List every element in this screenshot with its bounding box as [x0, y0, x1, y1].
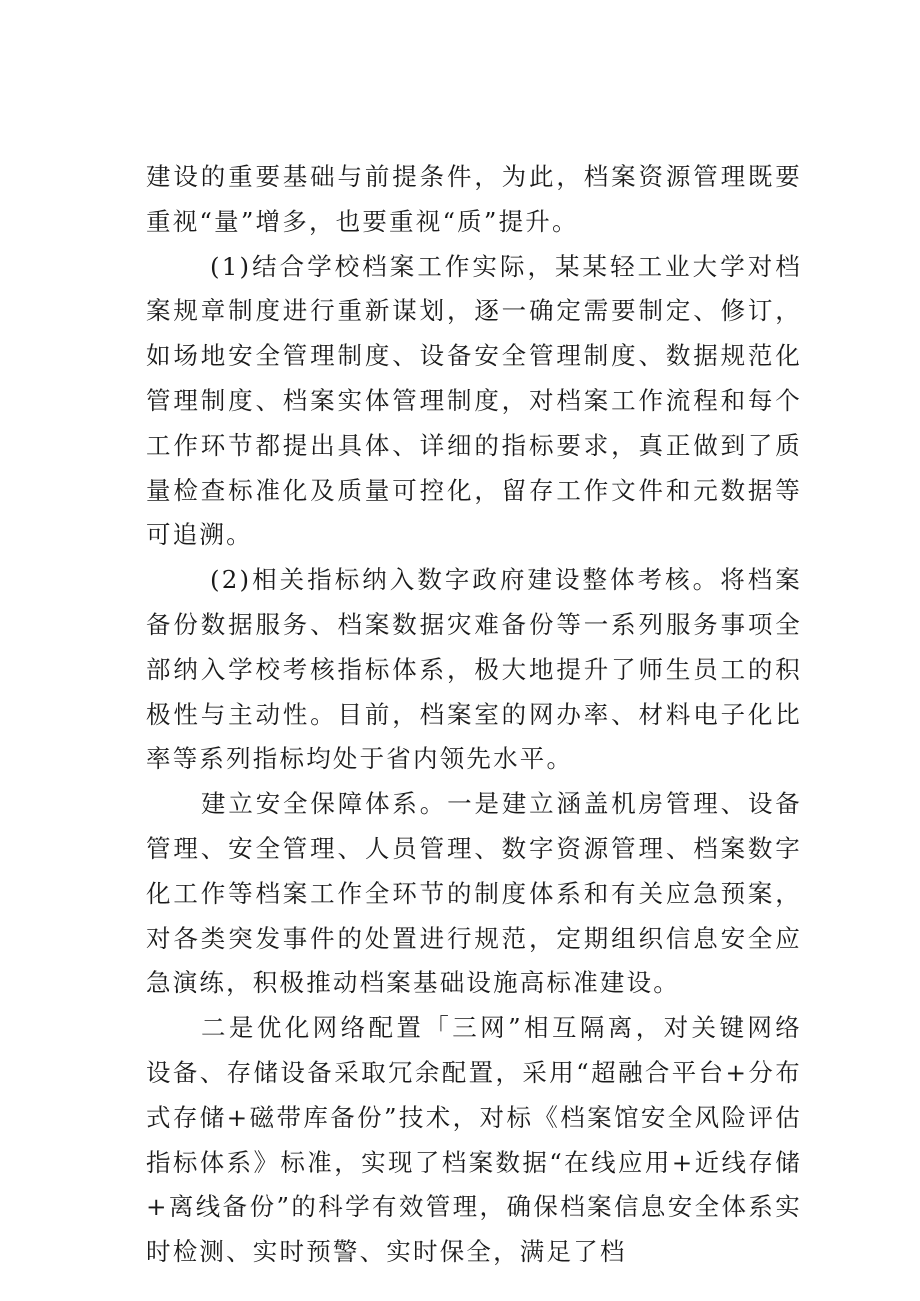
- paragraph-network-config: 二是优化网络配置「三网”相互隔离，对关键网络设备、存储设备采取冗余配置，采用“超融合平台+分布式存储+磁带库备份”技术，对标《档案馆安全风险评估指标体系》标准，实现了档案数据“在线应用+近线存储+离线备份”的科学有效管理，确保档案信息安全体系实时检测、实时预警、实时保全，满足了档: [146, 1013, 802, 1267]
- paragraph-item-1: (1)结合学校档案工作实际，某某轻工业大学对档案规章制度进行重新谋划，逐一确定需要制定、修订，如场地安全管理制度、设备安全管理制度、数据规范化管理制度、档案实体管理制度，对档案工作流程和每个工作环节都提出具体、详细的指标要求，真正做到了质量检查标准化及质量可控化，留存工作文件和元数据等可追溯。: [146, 251, 802, 550]
- paragraph-continuation: 建设的重要基础与前提条件，为此，档案资源管理既要重视“量”增多，也要重视“质”提升。: [146, 162, 802, 236]
- paragraph-security-system: 建立安全保障体系。一是建立涵盖机房管理、设备管理、安全管理、人员管理、数字资源管理、档案数字化工作等档案工作全环节的制度体系和有关应急预案，对各类突发事件的处置进行规范，定期组织信息安全应急演练，积极推动档案基础设施高标准建设。: [146, 789, 802, 998]
- paragraph-item-2: (2)相关指标纳入数字政府建设整体考核。将档案备份数据服务、档案数据灾难备份等一系列服务事项全部纳入学校考核指标体系，极大地提升了师生员工的积极性与主动性。目前，档案室的网办率、材料电子化比率等系列指标均处于省内领先水平。: [146, 565, 802, 774]
- document-page: [146, 155, 802, 1275]
